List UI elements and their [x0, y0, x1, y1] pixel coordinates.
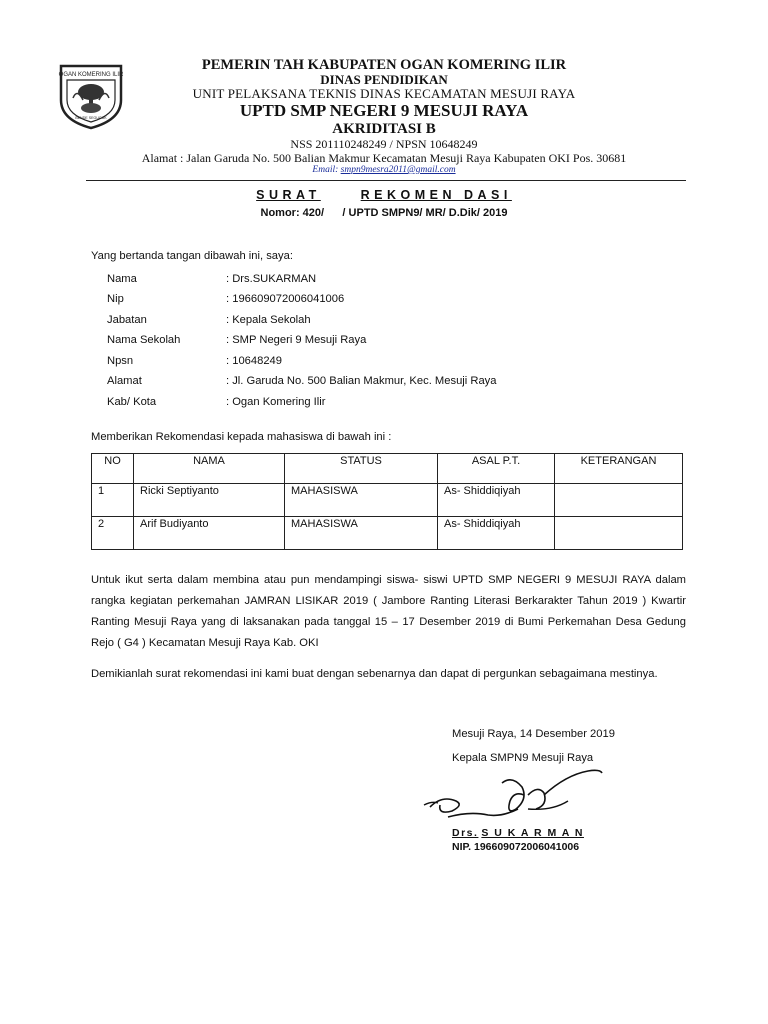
- cell-asal-pt: As- Shiddiqiyah: [438, 484, 555, 517]
- email-label: Email:: [312, 165, 339, 175]
- field-value-kab-kota: : Ogan Komering Ilir: [226, 396, 326, 408]
- field-value-nip: : 196609072006041006: [226, 293, 345, 305]
- student-table: [91, 453, 683, 550]
- place-date: Mesuji Raya, 14 Desember 2019: [452, 728, 615, 740]
- letterhead-school: UPTD SMP NEGERI 9 MESUJI RAYA: [239, 101, 529, 120]
- table-intro: Memberikan Rekomendasi kepada mahasiswa di bawah ini :: [91, 431, 392, 443]
- cell-no: 2: [92, 517, 134, 550]
- field-value-npsn: : 10648249: [226, 355, 282, 367]
- field-value-jabatan: : Kepala Sekolah: [226, 314, 311, 326]
- body-paragraph-1: Untuk ikut serta dalam membina atau pun mendampingi siswa- siswi UPTD SMP NEGERI 9 MESUJI RAYA dalam rangka kegiatan perkemahan JAMRAN LISIKAR 2019 ( Jambore Ranting Literasi Berkarakter Tahun 2019 ) Kwartir Ranting Mesuji Raya yang di laksanakan pada tanggal 15 – 17 Desember 2019 di Bumi Perkemahan Desa Gedung Rejo ( G4 ) Kecamatan Mesuji Raya Kab. OKI: [91, 574, 686, 649]
- letterhead-unit: UNIT PELAKSANA TEKNIS DINAS KECAMATAN MESUJI RAYA: [192, 86, 576, 101]
- letterhead-address: Alamat : Jalan Garuda No. 500 Balian Makmur Kecamatan Mesuji Raya Kabupaten OKI Pos. 30681: [141, 151, 627, 165]
- cell-asal-pt: As- Shiddiqiyah: [438, 517, 555, 550]
- letterhead-email-line: [0, 165, 768, 175]
- signer-full-name: S U K A R M A N: [481, 827, 584, 839]
- signer-prefix: Drs.: [452, 827, 479, 839]
- logo-bottom-text: BENDE SEGUGUK: [75, 116, 107, 120]
- cell-no: 1: [92, 484, 134, 517]
- letter-number: Nomor: 420/ / UPTD SMPN9/ MR/ D.Dik/ 2019: [260, 207, 508, 219]
- header-keterangan: KETERANGAN: [555, 454, 683, 484]
- letter-title: [0, 188, 768, 202]
- field-label-jabatan: Jabatan: [107, 314, 147, 326]
- header-status: STATUS: [285, 454, 438, 484]
- signer-name: [452, 827, 584, 839]
- header-no: NO: [92, 454, 134, 484]
- table-header-row: [92, 454, 683, 484]
- cell-keterangan: [555, 517, 683, 550]
- title-word-1: SURAT: [256, 188, 321, 202]
- field-value-nama-sekolah: : SMP Negeri 9 Mesuji Raya: [226, 334, 367, 346]
- field-label-kab-kota: Kab/ Kota: [107, 396, 157, 408]
- letterhead-department: DINAS PENDIDIKAN: [320, 72, 448, 87]
- handwritten-signature: [352, 765, 612, 835]
- header-asal-pt: ASAL P.T.: [438, 454, 555, 484]
- logo-top-text: OGAN KOMERING ILIR: [58, 72, 124, 78]
- letterhead-nss-npsn: NSS 201110248249 / NPSN 10648249: [290, 137, 478, 151]
- cell-nama: Ricki Septiyanto: [134, 484, 285, 517]
- intro-text: Yang bertanda tangan dibawah ini, saya:: [91, 250, 293, 262]
- field-label-npsn: Npsn: [107, 355, 134, 367]
- field-value-nama: : Drs.SUKARMAN: [226, 273, 317, 285]
- signer-position: Kepala SMPN9 Mesuji Raya: [452, 752, 594, 764]
- table-row: [92, 484, 683, 517]
- cell-status: MAHASISWA: [285, 517, 438, 550]
- email-link[interactable]: smpn9mesra2011@gmail.com: [340, 165, 456, 175]
- cell-nama: Arif Budiyanto: [134, 517, 285, 550]
- title-word-2: REKOMEN DASI: [360, 188, 512, 202]
- cell-keterangan: [555, 484, 683, 517]
- letterhead-accreditation: AKRIDITASI B: [332, 121, 436, 137]
- letterhead-divider: [86, 180, 686, 181]
- letterhead-government: PEMERIN TAH KABUPATEN OGAN KOMERING ILIR: [201, 57, 567, 73]
- field-label-alamat: Alamat: [107, 375, 142, 387]
- body-paragraph-2: Demikianlah surat rekomendasi ini kami buat dengan sebenarnya dan dapat di pergunkan sebagaimana mestinya.: [91, 668, 658, 680]
- header-nama: NAMA: [134, 454, 285, 484]
- field-value-alamat: : Jl. Garuda No. 500 Balian Makmur, Kec. Mesuji Raya: [226, 375, 497, 387]
- signer-nip: NIP. 196609072006041006: [452, 841, 580, 853]
- field-label-nama-sekolah: Nama Sekolah: [107, 334, 181, 346]
- table-row: [92, 517, 683, 550]
- cell-status: MAHASISWA: [285, 484, 438, 517]
- field-label-nip: Nip: [107, 293, 124, 305]
- field-label-nama: Nama: [107, 273, 137, 285]
